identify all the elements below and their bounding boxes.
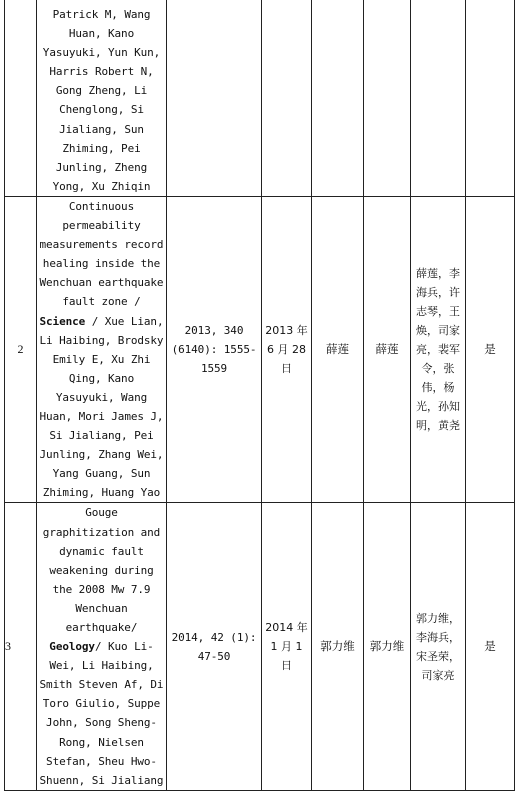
first-author-cell (364, 0, 411, 196)
corresponding-author-cell (312, 503, 364, 790)
domestic-authors: 郭力维，李海兵，宋圣荣，司家亮 (416, 611, 460, 682)
date-cell (262, 503, 312, 790)
flag-cell (466, 503, 515, 790)
domestic-authors-cell (411, 196, 466, 503)
volume-pages: 2013, 340 (6140): 1555-1559 (171, 324, 257, 376)
corresponding-author-cell (312, 196, 364, 503)
flag-value: 是 (484, 342, 496, 357)
paper-title: Continuous permeability measurements record healing inside the Wenchuan earthquake fault zone (39, 199, 164, 309)
first-author: 郭力维 (369, 639, 405, 654)
publication-table (4, 0, 515, 791)
corresponding-author-cell (312, 0, 364, 196)
row-index: 2 (17, 342, 24, 357)
volume-cell (167, 503, 262, 790)
separator: / (94, 640, 109, 654)
domestic-authors: 薛莲，李海兵，许志琴，王焕，司家亮，裴军令，张伟，杨光，孙知明，黄尧 (416, 267, 460, 433)
table-row (5, 0, 515, 196)
corresponding-author: 薛莲 (326, 342, 349, 357)
separator: / (130, 621, 138, 634)
table-row (5, 196, 515, 503)
authors-text: Kuo Li-Wei, Li Haibing, Smith Steven Af, Di Toro Giulio, Suppe John, Song Sheng-Rong, Nielsen Stefan, Sheu Hwo-Shuenn, Si Jialiang (39, 640, 164, 787)
domestic-authors-cell (411, 0, 466, 196)
title-authors-cell (37, 503, 167, 790)
separator: / (85, 314, 105, 328)
index-cell (5, 196, 37, 503)
title-authors-cell (37, 196, 167, 503)
separator: / (127, 295, 141, 309)
journal-name: Science (39, 314, 86, 328)
title-authors-cell (37, 0, 167, 196)
flag-value: 是 (484, 639, 496, 654)
index-cell (5, 0, 37, 196)
authors-text: Patrick M, Wang Huan, Kano Yasuyuki, Yun Kun, Harris Robert N, Gong Zheng, Li Chenglong, Si Jialiang, Sun Zhiming, Pei Junling, Zheng Yong, Xu Zhiqin (42, 8, 161, 193)
row-index: 3 (5, 639, 11, 654)
first-author-cell (364, 196, 411, 503)
journal-name: Geology (49, 640, 95, 654)
volume-cell (167, 196, 262, 503)
corresponding-author: 郭力维 (320, 639, 355, 654)
first-author-cell (364, 503, 411, 790)
flag-cell (466, 0, 515, 196)
table-row (5, 503, 515, 790)
domestic-authors-cell (411, 503, 466, 790)
date-cell (262, 0, 312, 196)
paper-title: Gouge graphitization and dynamic fault weakening during the 2008 Mw 7.9 Wenchuan earthquake (42, 506, 161, 634)
flag-cell (466, 196, 515, 503)
index-cell (5, 503, 37, 790)
volume-pages: 2014, 42 (1): 47-50 (171, 630, 257, 663)
authors-text: Xue Lian, Li Haibing, Brodsky Emily E, Xu Zhi Qing, Kano Yasuyuki, Wang Huan, Mori James J, Si Jialiang, Pei Junling, Zhang Wei, Yang Guang, Sun Zhiming, Huang Yao (39, 314, 164, 500)
publish-date: 2014 年 1 月 1 日 (265, 621, 308, 673)
publish-date: 2013 年 6 月 28 日 (265, 324, 308, 376)
volume-cell (167, 0, 262, 196)
first-author: 薛莲 (375, 342, 399, 357)
date-cell (262, 196, 312, 503)
